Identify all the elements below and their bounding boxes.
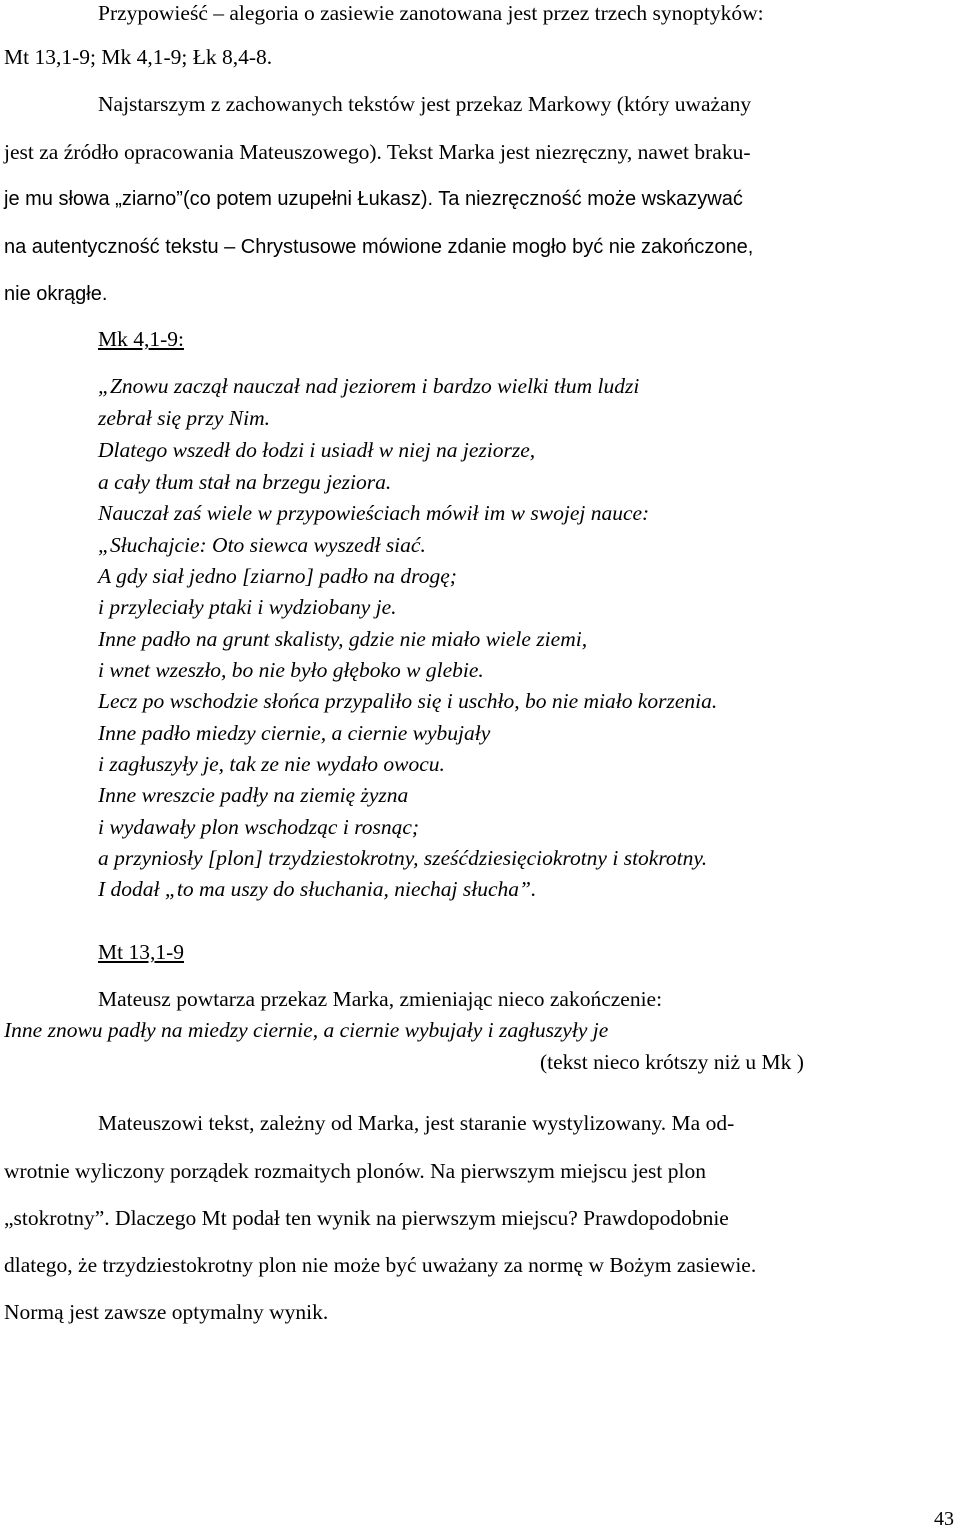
mk-verse: i zagłuszyły je, tak ze nie wydało owocu.: [98, 752, 445, 776]
page-number: 43: [934, 1508, 954, 1530]
mk-verse: a przyniosły [plon] trzydziestokrotny, sześćdziesięciokrotny i stokrotny.: [98, 846, 708, 870]
mk-verse: Dlatego wszedł do łodzi i usiadł w niej na jeziorze,: [98, 438, 536, 462]
mt-line-2: Inne znowu padły na miedzy ciernie, a ciernie wybujały i zagłuszyły je: [4, 1018, 609, 1042]
mk-verse: i wydawały plon wschodząc i rosnąc;: [98, 815, 420, 839]
mk-verse: zebrał się przy Nim.: [98, 406, 270, 430]
closing-line-4: dlatego, że trzydziestokrotny plon nie może być uważany za normę w Bożym zasiewie.: [4, 1253, 757, 1277]
mk-verse: „Znowu zaczął nauczał nad jeziorem i bardzo wielki tłum ludzi: [98, 374, 640, 398]
mk-verse: i wnet wzeszło, bo nie było głęboko w glebie.: [98, 658, 484, 682]
closing-line-5: Normą jest zawsze optymalny wynik.: [4, 1300, 329, 1324]
mk-verse: Inne padło na grunt skalisty, gdzie nie miało wiele ziemi,: [98, 627, 588, 651]
intro-line-7: nie okrągłe.: [4, 283, 108, 305]
mk-verse: A gdy siał jedno [ziarno] padło na drogę;: [98, 564, 457, 588]
mk-heading: Mk 4,1-9:: [98, 327, 184, 351]
closing-line-1: Mateuszowi tekst, zależny od Marka, jest staranie wystylizowany. Ma od-: [98, 1111, 735, 1135]
mk-verse: Nauczał zaś wiele w przypowieściach mówił im w swojej nauce:: [98, 501, 650, 525]
mt-line-1: Mateusz powtarza przekaz Marka, zmieniając nieco zakończenie:: [98, 987, 663, 1011]
mt-line-3: (tekst nieco krótszy niż u Mk ): [540, 1050, 804, 1074]
mk-verse: a cały tłum stał na brzegu jeziora.: [98, 470, 392, 494]
mk-verse: i przyleciały ptaki i wydziobany je.: [98, 595, 397, 619]
intro-line-1: Przypowieść – alegoria o zasiewie zanotowana jest przez trzech synoptyków:: [98, 1, 764, 25]
mt-heading: Mt 13,1-9: [98, 940, 184, 964]
intro-line-2: Mt 13,1-9; Mk 4,1-9; Łk 8,4-8.: [4, 45, 273, 69]
mk-verse: I dodał „to ma uszy do słuchania, niechaj słucha”.: [98, 877, 537, 901]
mk-verse: „Słuchajcie: Oto siewca wyszedł siać.: [98, 533, 426, 557]
intro-line-6: na autentyczność tekstu – Chrystusowe mówione zdanie mogło być nie zakończone,: [4, 236, 754, 258]
closing-line-2: wrotnie wyliczony porządek rozmaitych plonów. Na pierwszym miejscu jest plon: [4, 1159, 706, 1183]
mk-verse: Inne wreszcie padły na ziemię żyzna: [98, 783, 409, 807]
closing-line-3: „stokrotny”. Dlaczego Mt podał ten wynik na pierwszym miejscu? Prawdopodobnie: [4, 1206, 729, 1230]
mk-verse: Lecz po wschodzie słońca przypaliło się i uschło, bo nie miało korzenia.: [98, 689, 718, 713]
mk-verse: Inne padło miedzy ciernie, a ciernie wybujały: [98, 721, 491, 745]
intro-line-4: jest za źródło opracowania Mateuszowego). Tekst Marka jest niezręczny, nawet braku-: [4, 140, 751, 164]
intro-line-3: Najstarszym z zachowanych tekstów jest przekaz Markowy (który uważany: [98, 92, 752, 116]
intro-line-5: je mu słowa „ziarno”(co potem uzupełni Łukasz). Ta niezręczność może wskazywać: [4, 188, 743, 210]
